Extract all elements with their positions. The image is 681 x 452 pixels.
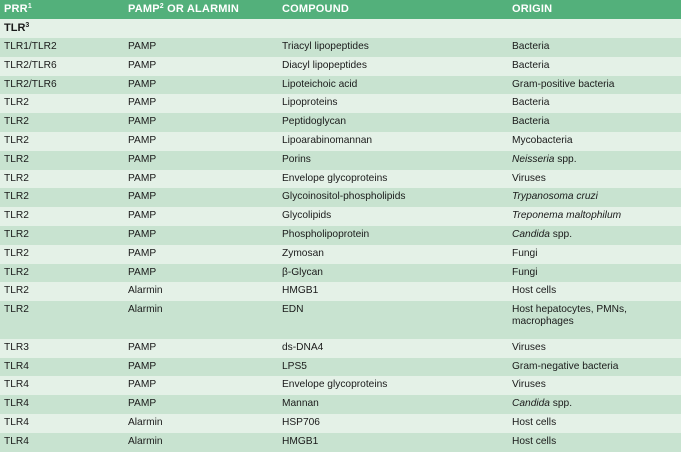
table-row bbox=[0, 282, 681, 301]
cell-prr: TLR2 bbox=[4, 285, 29, 297]
cell-origin-text: Treponema maltophilum bbox=[512, 210, 622, 222]
cell-prr: TLR2 bbox=[4, 172, 29, 184]
cell-prr: TLR2 bbox=[4, 247, 29, 259]
cell-origin bbox=[508, 433, 681, 448]
cell-origin-text: Viruses bbox=[512, 341, 546, 353]
cell-origin-text: Bacteria bbox=[512, 97, 550, 109]
cell-origin-text: Fungi bbox=[512, 266, 538, 278]
cell-type: PAMP bbox=[128, 191, 157, 203]
cell-compound: LPS5 bbox=[282, 360, 307, 372]
cell-type: PAMP bbox=[128, 134, 157, 146]
cell-compound: Zymosan bbox=[282, 247, 324, 259]
table-row bbox=[0, 376, 681, 395]
header-pamp bbox=[124, 0, 278, 15]
cell-type: Alarmin bbox=[128, 435, 163, 447]
cell-type: PAMP bbox=[128, 59, 157, 71]
cell-origin-text: Fungi bbox=[512, 247, 538, 259]
cell-origin-text: Bacteria bbox=[512, 59, 550, 71]
cell-origin bbox=[508, 376, 681, 391]
cell-prr: TLR2 bbox=[4, 304, 29, 316]
cell-prr: TLR4 bbox=[4, 379, 29, 391]
cell-origin-text: Candida bbox=[512, 228, 550, 240]
header-prr-label: PRR bbox=[4, 3, 28, 15]
cell-type: PAMP bbox=[128, 398, 157, 410]
cell-compound: HMGB1 bbox=[282, 435, 319, 447]
cell-compound: Envelope glycoproteins bbox=[282, 379, 388, 391]
table-row bbox=[0, 132, 681, 151]
cell-type: PAMP bbox=[128, 341, 157, 353]
cell-prr: TLR4 bbox=[4, 360, 29, 372]
cell-prr: TLR2 bbox=[4, 153, 29, 165]
header-origin: ORIGIN bbox=[512, 3, 553, 15]
cell-compound: Lipoteichoic acid bbox=[282, 78, 358, 90]
cell-origin bbox=[508, 113, 681, 128]
cell-compound: Envelope glycoproteins bbox=[282, 172, 388, 184]
cell-type: PAMP bbox=[128, 379, 157, 391]
cell-type: Alarmin bbox=[128, 416, 163, 428]
cell-origin bbox=[508, 358, 681, 373]
cell-prr: TLR2 bbox=[4, 191, 29, 203]
table-row bbox=[0, 94, 681, 113]
cell-compound: Lipoarabinomannan bbox=[282, 134, 373, 146]
header-pamp-rest: OR ALARMIN bbox=[163, 3, 239, 15]
cell-origin-suffix: spp. bbox=[554, 153, 577, 165]
cell-prr: TLR4 bbox=[4, 416, 29, 428]
cell-origin bbox=[508, 282, 681, 297]
cell-type: PAMP bbox=[128, 97, 157, 109]
section-label bbox=[0, 19, 29, 34]
table-row bbox=[0, 170, 681, 189]
cell-compound: ds-DNA4 bbox=[282, 341, 324, 353]
table-row bbox=[0, 339, 681, 358]
cell-type: PAMP bbox=[128, 172, 157, 184]
cell-compound: HMGB1 bbox=[282, 285, 319, 297]
cell-origin-text: Bacteria bbox=[512, 41, 550, 52]
cell-prr: TLR3 bbox=[4, 341, 29, 353]
cell-compound: Lipoproteins bbox=[282, 97, 338, 109]
cell-origin bbox=[508, 245, 681, 260]
cell-origin bbox=[508, 76, 681, 91]
cell-origin bbox=[508, 57, 681, 72]
cell-type: PAMP bbox=[128, 78, 157, 90]
header-pamp-footnote: 2 bbox=[159, 3, 164, 10]
header-pamp-label: PAMP bbox=[128, 3, 160, 15]
cell-origin-text: Neisseria bbox=[512, 153, 555, 165]
cell-compound: HSP706 bbox=[282, 416, 320, 428]
section-footnote: 3 bbox=[25, 22, 30, 29]
cell-compound: Porins bbox=[282, 153, 311, 165]
cell-type: PAMP bbox=[128, 247, 157, 259]
cell-origin-suffix: spp. bbox=[549, 398, 573, 410]
cell-origin-text: Bacteria bbox=[512, 116, 550, 128]
cell-origin-text: Gram-negative bacteria bbox=[512, 360, 619, 372]
header-prr-footnote: 1 bbox=[27, 3, 32, 10]
cell-origin bbox=[508, 339, 681, 354]
cell-origin bbox=[508, 395, 681, 410]
cell-origin bbox=[508, 188, 681, 203]
table-row bbox=[0, 76, 681, 95]
cell-origin bbox=[508, 414, 681, 429]
cell-origin-text: Gram-positive bacteria bbox=[512, 78, 615, 90]
cell-prr: TLR2 bbox=[4, 228, 29, 240]
cell-origin bbox=[508, 301, 681, 328]
table-row bbox=[0, 358, 681, 377]
cell-prr: TLR4 bbox=[4, 398, 29, 410]
cell-compound: β-Glycan bbox=[282, 266, 323, 278]
table-row bbox=[0, 207, 681, 226]
cell-origin-text: Candida bbox=[512, 398, 550, 410]
cell-type: PAMP bbox=[128, 210, 157, 222]
table-body bbox=[0, 38, 681, 452]
cell-type: PAMP bbox=[128, 153, 157, 165]
cell-origin bbox=[508, 151, 681, 166]
table-row bbox=[0, 264, 681, 283]
cell-origin-text: Host cells bbox=[512, 285, 557, 297]
table-row bbox=[0, 395, 681, 414]
table-row bbox=[0, 245, 681, 264]
table-row bbox=[0, 38, 681, 57]
cell-type: PAMP bbox=[128, 116, 157, 128]
cell-origin bbox=[508, 207, 681, 222]
cell-prr: TLR2 bbox=[4, 266, 29, 278]
cell-origin-text: Viruses bbox=[512, 379, 546, 391]
cell-origin-text: Viruses bbox=[512, 172, 546, 184]
cell-prr: TLR2 bbox=[4, 116, 29, 128]
cell-origin-text: Mycobacteria bbox=[512, 134, 573, 146]
cell-prr: TLR2 bbox=[4, 210, 29, 222]
table-row bbox=[0, 188, 681, 207]
cell-prr: TLR2 bbox=[4, 134, 29, 146]
table-row bbox=[0, 151, 681, 170]
cell-prr: TLR2/TLR6 bbox=[4, 59, 57, 71]
cell-type: Alarmin bbox=[128, 304, 163, 316]
table-row bbox=[0, 57, 681, 76]
cell-type: PAMP bbox=[128, 228, 157, 240]
cell-origin-text: Trypanosoma cruzi bbox=[512, 191, 598, 203]
cell-compound: Glycolipids bbox=[282, 210, 332, 222]
header-prr bbox=[0, 0, 124, 15]
section-label-text: TLR bbox=[4, 22, 26, 34]
cell-compound: Phospholipoprotein bbox=[282, 228, 370, 240]
header-compound: COMPOUND bbox=[282, 3, 349, 15]
table-row bbox=[0, 113, 681, 132]
cell-prr: TLR4 bbox=[4, 435, 29, 447]
cell-origin bbox=[508, 38, 681, 53]
cell-compound: EDN bbox=[282, 304, 304, 316]
cell-type: PAMP bbox=[128, 266, 157, 278]
cell-compound: Peptidoglycan bbox=[282, 116, 347, 128]
cell-origin-text: Host hepatocytes, PMNs, macrophages bbox=[512, 304, 627, 328]
cell-origin-text: Host cells bbox=[512, 416, 557, 428]
table-row bbox=[0, 226, 681, 245]
cell-prr: TLR2 bbox=[4, 97, 29, 109]
cell-compound: Mannan bbox=[282, 398, 319, 410]
cell-type: PAMP bbox=[128, 41, 157, 52]
table-row bbox=[0, 433, 681, 452]
cell-origin-suffix: spp. bbox=[549, 228, 573, 240]
cell-type: Alarmin bbox=[128, 285, 163, 297]
cell-type: PAMP bbox=[128, 360, 157, 372]
cell-compound: Diacyl lipopeptides bbox=[282, 59, 367, 71]
cell-compound: Glycoinositol-phospholipids bbox=[282, 191, 406, 203]
cell-origin bbox=[508, 264, 681, 279]
table-header bbox=[0, 0, 681, 19]
cell-origin-text: Host cells bbox=[512, 435, 557, 447]
cell-prr: TLR1/TLR2 bbox=[4, 41, 57, 52]
table-row bbox=[0, 301, 681, 339]
cell-origin bbox=[508, 132, 681, 147]
cell-origin bbox=[508, 226, 681, 241]
cell-origin bbox=[508, 170, 681, 185]
cell-compound: Triacyl lipopeptides bbox=[282, 41, 369, 52]
cell-origin bbox=[508, 94, 681, 109]
section-tlr bbox=[0, 19, 681, 38]
cell-prr: TLR2/TLR6 bbox=[4, 78, 57, 90]
table-row bbox=[0, 414, 681, 433]
